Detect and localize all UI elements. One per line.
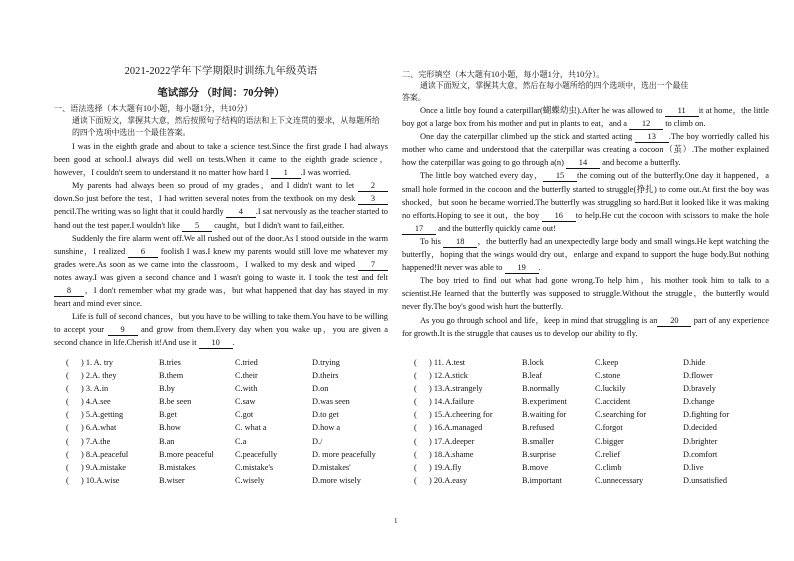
question-option-a: ) 8.A.peaceful	[81, 449, 129, 459]
option-b: B.by	[159, 384, 175, 394]
question-option-a: ) 17.A.deeper	[429, 436, 475, 446]
option-d: D.how a	[312, 423, 341, 433]
passage-text: I was in the eighth grade and about to take a science test.Since the first grade I had always been good at school.I always did well on tests.When it came to the eighth grade science，however，I couldn't seem to understand it no matter how hard I	[54, 142, 388, 178]
passage-paragraph	[402, 130, 769, 169]
passage-text: .	[538, 263, 541, 273]
question-row	[402, 461, 769, 474]
passage-text: and become a butterfly.	[599, 158, 681, 168]
answer-blank[interactable]: 8	[54, 286, 84, 297]
option-b: B.wiser	[159, 475, 185, 485]
option-d: D.decided	[683, 423, 717, 433]
question-option-a: ) 11. A.test	[429, 358, 466, 367]
passage-paragraph	[402, 274, 769, 313]
passage-paragraph	[402, 104, 769, 130]
answer-blank[interactable]: 9	[108, 325, 138, 336]
answer-paren[interactable]: (	[66, 436, 69, 446]
question-row	[402, 435, 769, 448]
answer-blank[interactable]: 7	[358, 260, 388, 271]
answer-paren[interactable]: (	[414, 384, 417, 394]
passage-text: it at home，the little boy got a large box from his mother and put in plants to eat，and a	[402, 106, 770, 129]
option-b: B.lock	[522, 358, 544, 367]
option-b: B.how	[159, 423, 181, 433]
option-c: C.a	[235, 436, 247, 446]
option-d: D.brighter	[683, 436, 718, 446]
passage-text: .	[232, 338, 235, 348]
question-option-a: ) 14.A.failure	[429, 397, 474, 407]
answer-paren[interactable]: (	[414, 423, 417, 433]
option-c: C.keep	[595, 358, 619, 367]
question-option-a: ) 10.A.wise	[81, 475, 120, 485]
passage-text: Life is full of second chances，but you have to be willing to take them.You have to be willing to accept your	[54, 312, 388, 335]
question-row	[54, 408, 388, 421]
answer-paren[interactable]: (	[414, 449, 417, 459]
question-option-a: ) 7.A.the	[81, 436, 111, 446]
answer-blank[interactable]: 13	[635, 132, 669, 143]
passage-text: part of any experience for growth.It is the struggle that causes us to develop our ability to fly.	[402, 315, 769, 338]
passage-paragraph	[54, 310, 388, 349]
option-d: D.live	[683, 462, 704, 472]
option-c: C.relief	[595, 449, 621, 459]
question-row	[54, 382, 388, 395]
option-d: D.trying	[312, 358, 340, 367]
question-option-a: ) 6.A.what	[81, 423, 117, 433]
option-b: B.an	[159, 436, 175, 446]
answer-paren[interactable]: (	[66, 371, 69, 381]
passage-text: .The boy worriedly called his mother who came and understood that the caterpillar was creating a cocoon（茧）.The mother explained how the caterpillar was going to go through a(n)	[402, 132, 769, 168]
passage-text: .I sat nervously as the teacher started to hand out the test paper.I wouldn't like	[54, 207, 388, 230]
answer-blank[interactable]: 2	[358, 181, 388, 192]
passage-text: caught，but I didn't want to fail,either.	[212, 220, 345, 230]
option-b: B.leaf	[522, 371, 543, 381]
passage-paragraph	[402, 235, 769, 274]
question-row	[54, 421, 388, 434]
question-row	[54, 395, 388, 408]
passage-paragraph	[402, 169, 769, 234]
answer-paren[interactable]: (	[414, 371, 417, 381]
question-row	[402, 421, 769, 434]
option-c: C.their	[235, 371, 258, 381]
answer-paren[interactable]: (	[66, 449, 69, 459]
question-row	[54, 461, 388, 474]
option-c: C.forgot	[595, 423, 623, 433]
question-row	[54, 356, 388, 369]
option-d: D.was seen	[312, 397, 350, 407]
passage-text: ，the butterfly had an unexpectedly large body and small wings.He kept watching the butterfly，hoping that the wings would dry out，enlarge and expand to support the huge body.But nothing happened!It never was able to	[402, 236, 769, 273]
option-c: C.climb	[595, 462, 622, 472]
option-b: B.more peaceful	[159, 449, 214, 459]
answer-blank[interactable]: 5	[182, 221, 212, 232]
option-c: C.with	[235, 384, 258, 394]
question-option-a: ) 2.A. they	[81, 371, 117, 381]
answer-blank[interactable]: 12	[629, 119, 663, 130]
answer-paren[interactable]: (	[66, 410, 69, 420]
passage-text: Once a little boy found a caterpillar(蝴蝶幼虫).After he was allowed to	[420, 106, 665, 115]
answer-paren[interactable]: (	[414, 462, 417, 472]
question-option-a: ) 3. A.in	[81, 384, 109, 394]
passage-text: to climb on.	[663, 119, 706, 129]
section2-instruction-line2: 答案。	[402, 92, 426, 102]
answer-blank[interactable]: 18	[443, 237, 477, 248]
passage-text: and grow from them.Every day when you wake up，you are given a second chance in life.Cherish it!And use it	[54, 325, 389, 348]
question-row	[402, 395, 769, 408]
answer-paren[interactable]: (	[66, 384, 69, 394]
question-option-a: ) 12.A.stick	[429, 371, 468, 381]
section2-passage	[402, 104, 769, 340]
option-d: D.comfort	[683, 449, 718, 459]
passage-text: One day the caterpillar climbed up the stick and started acting	[420, 132, 635, 142]
option-c: C.accident	[595, 397, 631, 407]
option-b: B.experiment	[522, 397, 567, 407]
answer-blank[interactable]: 1	[271, 168, 301, 179]
question-row	[54, 435, 388, 448]
option-d: D.flower	[683, 371, 713, 381]
option-c: C.wisely	[235, 475, 265, 485]
option-d: D./	[312, 436, 323, 446]
answer-paren[interactable]: (	[414, 436, 417, 446]
option-c: C. what a	[235, 423, 267, 433]
option-b: B.get	[159, 410, 177, 420]
question-row	[54, 448, 388, 461]
passage-text: the coming out of the butterfly.One day it happened，a small hole formed in the cocoon and the butterfly started to struggle(挣扎) to come out.At first the boy was shocked，but soon he became worried.The butterfly was struggling so hard.But it looked like it was making no efforts.Hoping to see it out，the boy	[402, 171, 769, 220]
option-d: D.unsatisfied	[683, 475, 728, 485]
option-b: B.mistakes	[159, 462, 196, 472]
answer-blank[interactable]: 19	[505, 263, 539, 274]
answer-paren[interactable]: (	[414, 358, 417, 367]
answer-paren[interactable]: (	[66, 358, 69, 367]
answer-paren[interactable]: (	[66, 462, 69, 472]
question-row	[402, 369, 769, 382]
option-c: C.searching for	[595, 410, 647, 420]
option-b: B.be seen	[159, 397, 192, 407]
answer-paren[interactable]: (	[66, 475, 69, 485]
passage-text: Suddenly the fire alarm went off.We all rushed out of the door.As I stood outside in the warm sunshine，I realized	[54, 233, 388, 256]
question-option-a: ) 9.A.mistake	[81, 462, 126, 472]
passage-text: to help.He cut the cocoon with scissors to make the hole	[575, 210, 769, 220]
option-c: C.got	[235, 410, 254, 420]
option-b: B.surprise	[522, 449, 556, 459]
answer-blank[interactable]: 14	[566, 158, 600, 169]
passage-text: down.So just before the test，I had written several notes from the textbook on my desk	[54, 194, 358, 204]
option-d: D.bravely	[683, 384, 716, 394]
passage-text: To his	[420, 236, 444, 246]
question-option-a: ) 13.A.strangely	[429, 384, 483, 394]
section2-options	[402, 356, 769, 487]
section1-passage	[54, 140, 388, 350]
option-d: D. more peacefully	[312, 449, 376, 459]
passage-text: The boy tried to find out what had gone wrong.To help him，his mother took him to talk to a scientist.He learned that the butterfly was supposed to struggle.Without the struggle，the butterfly would never fly.The boy's good wish hurt the butterfly.	[402, 276, 769, 312]
answer-paren[interactable]: (	[414, 397, 417, 407]
option-b: B.important	[522, 475, 562, 485]
answer-paren[interactable]: (	[66, 423, 69, 433]
question-option-a: ) 20.A.easy	[429, 475, 468, 485]
section1-options	[54, 356, 388, 487]
option-c: C.luckily	[595, 384, 626, 394]
passage-text: ，I don't remember what my grade was，but what happened that day has stayed in my heart and mind ever since.	[54, 286, 388, 309]
answer-blank[interactable]: 10	[199, 338, 233, 349]
question-row	[402, 382, 769, 395]
passage-paragraph	[54, 179, 388, 231]
passage-text: and the butterfly quickly came out!	[436, 223, 557, 233]
option-b: B.refused	[522, 423, 555, 433]
passage-paragraph	[54, 140, 388, 179]
question-row	[54, 474, 388, 487]
option-d: D.mistakes'	[312, 462, 351, 472]
answer-blank[interactable]: 20	[657, 316, 691, 327]
option-d: D.more wisely	[312, 475, 361, 485]
section2-instruction-line1: 通读下面短文，掌握其大意，然后在每小题所给的四个选项中，选出一个最佳	[420, 81, 689, 90]
answer-blank[interactable]: 16	[542, 211, 576, 222]
option-b: B.smaller	[522, 436, 555, 446]
page-title: 2021-2022学年下学期限时训练九年级英语	[124, 66, 318, 77]
option-b: B.normally	[522, 384, 560, 394]
option-b: B.tries	[159, 358, 181, 367]
question-option-a: ) 4.A.see	[81, 397, 111, 407]
option-c: C.saw	[235, 397, 256, 407]
passage-text: .I was worried.	[300, 168, 351, 178]
section2-heading: 二、完形填空（本大题有10小题，每小题1分，共10分）。	[402, 70, 605, 79]
answer-blank[interactable]: 4	[226, 207, 256, 218]
option-b: B.waiting for	[522, 410, 567, 420]
option-c: C.mistake's	[235, 462, 274, 472]
answer-paren[interactable]: (	[66, 397, 69, 407]
answer-paren[interactable]: (	[414, 410, 417, 420]
passage-text: As you go through school and life，keep in mind that struggling is an	[420, 315, 658, 325]
passage-paragraph	[402, 314, 769, 340]
option-d: D.change	[683, 397, 715, 407]
question-row	[402, 408, 769, 421]
answer-blank[interactable]: 17	[402, 224, 436, 235]
passage-text: pencil.The writing was so light that it could hardly	[54, 207, 226, 217]
question-row	[402, 474, 769, 487]
question-option-a: ) 5.A.getting	[81, 410, 124, 420]
page-subtitle: 笔试部分 （时间：70分钟）	[157, 88, 285, 99]
option-d: D.on	[312, 384, 329, 394]
section1-instruction-line1: 通读下面短文，掌握其大意，然后按照句子结构的语法和上下文连贯的要求，从每题所给	[72, 116, 380, 125]
passage-text: foolish I was.I knew my parents would still love me whatever my grades were.As soon as we came into the classroom，I walked to my desk and wiped	[54, 246, 388, 269]
option-d: D.hide	[683, 358, 706, 367]
option-d: D.to get	[312, 410, 339, 420]
question-option-a: ) 1. A. try	[81, 358, 114, 367]
question-option-a: ) 19.A.fly	[429, 462, 462, 472]
question-option-a: ) 16.A.managed	[429, 423, 483, 433]
passage-text: The little boy watched every day，	[420, 171, 544, 181]
answer-blank[interactable]: 11	[665, 106, 699, 117]
answer-paren[interactable]: (	[414, 475, 417, 485]
option-c: C.unnecessary	[595, 475, 644, 485]
page-number: 1	[394, 517, 398, 525]
passage-paragraph	[54, 232, 388, 311]
answer-blank[interactable]: 6	[128, 247, 158, 258]
option-b: B.move	[522, 462, 549, 472]
option-d: D.theirs	[312, 371, 339, 381]
passage-text: notes away.I was given a second chance and I wasn't going to waste it. I took the test and felt	[54, 272, 388, 282]
option-c: C.stone	[595, 371, 621, 381]
question-row	[402, 356, 769, 369]
option-d: D.fighting for	[683, 410, 730, 420]
question-option-a: ) 18.A.shame	[429, 449, 474, 459]
option-b: B.them	[159, 371, 184, 381]
answer-blank[interactable]: 3	[358, 194, 388, 205]
section1-heading: 一、语法选择（本大题有10小题，每小题1分，共10分）	[54, 104, 253, 113]
question-row	[54, 369, 388, 382]
option-c: C.bigger	[595, 436, 624, 446]
question-option-a: ) 15.A.cheering for	[429, 410, 493, 420]
answer-blank[interactable]: 15	[543, 171, 577, 182]
question-row	[402, 448, 769, 461]
option-c: C.tried	[235, 358, 258, 367]
passage-text: My parents had always been so proud of my grades，and I didn't want to let	[72, 181, 358, 191]
section1-instruction-line2: 的四个选项中选出一个最佳答案。	[72, 127, 191, 137]
option-c: C.peacefully	[235, 449, 278, 459]
